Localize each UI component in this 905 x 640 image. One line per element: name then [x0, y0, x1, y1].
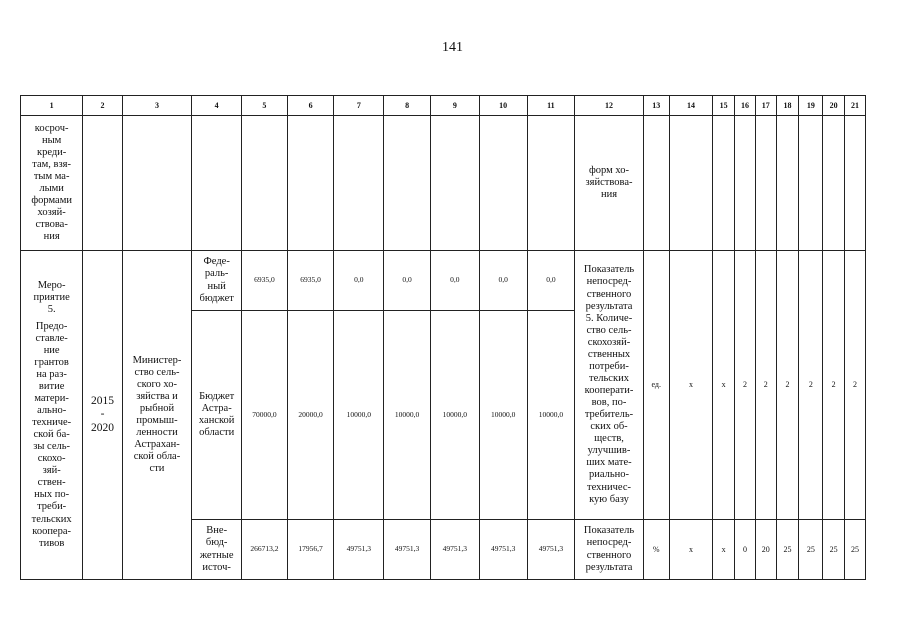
- text-line: ской обла-: [133, 451, 181, 463]
- text-line: тивов: [38, 537, 65, 549]
- header-cell: 12: [575, 96, 644, 116]
- target-cell: 25: [845, 520, 866, 580]
- text-line: ских об-: [590, 421, 628, 433]
- value-cell: 0,0: [384, 251, 431, 311]
- value-cell: 10000,0: [384, 311, 431, 520]
- header-cell: 17: [755, 96, 776, 116]
- text-line: -: [100, 408, 105, 421]
- indicator-cell: х: [669, 520, 713, 580]
- period-cell: [83, 251, 122, 580]
- text-line: ния: [43, 231, 60, 243]
- header-cell: 19: [799, 96, 823, 116]
- header-cell: 21: [845, 96, 866, 116]
- text-line: ство сель-: [134, 366, 180, 378]
- text-line: витие: [38, 380, 65, 392]
- text-line: косроч-: [34, 122, 69, 134]
- text-line: улучшив-: [587, 445, 631, 457]
- text-line: непосред-: [586, 276, 632, 288]
- text-line: промыш-: [136, 415, 178, 426]
- text-line: креди-: [36, 146, 67, 158]
- text-line: Показатель: [583, 264, 635, 276]
- value-cell: 10000,0: [430, 311, 479, 520]
- text-line: ственных: [587, 348, 631, 360]
- header-cell: 20: [823, 96, 845, 116]
- funding-source: [192, 520, 242, 580]
- text-line: Бюджет: [199, 390, 235, 402]
- indicator-text: [575, 251, 644, 520]
- funding-source: [192, 251, 242, 311]
- text-line: ально-: [37, 404, 67, 416]
- header-row: [21, 96, 866, 116]
- text-line: Показатель: [583, 525, 635, 537]
- target-cell: 2: [755, 251, 776, 520]
- value-cell: 70000,0: [242, 311, 288, 520]
- text-line: ство сель-: [586, 324, 632, 336]
- text-line: источ-: [202, 561, 231, 573]
- text-line: Вне-: [206, 525, 228, 537]
- value-cell: 0,0: [334, 251, 384, 311]
- value-cell: 0,0: [479, 251, 527, 311]
- target-cell: 25: [823, 520, 845, 580]
- text-line: Астра-: [201, 402, 232, 414]
- value-cell: 266713,2: [242, 520, 288, 580]
- text-line: ской ба-: [33, 429, 70, 441]
- text-line: ского хо-: [136, 378, 177, 390]
- text-line: там, взя-: [32, 158, 71, 170]
- target-cell: 25: [799, 520, 823, 580]
- target-cell: 20: [755, 520, 776, 580]
- text-line: ния: [600, 189, 618, 201]
- indicator-text: [575, 520, 644, 580]
- cont-indicator-text: [575, 116, 644, 251]
- text-line: рыбной: [139, 402, 175, 414]
- header-cell: 9: [430, 96, 479, 116]
- text-line: коопера-: [32, 525, 72, 537]
- text-line: матери-: [34, 392, 69, 404]
- text-line: 5.: [47, 304, 56, 316]
- value-cell: 10000,0: [527, 311, 575, 520]
- indicator-cell: х: [669, 251, 713, 520]
- indicator-cell: х: [713, 251, 735, 520]
- value-cell: 0,0: [430, 251, 479, 311]
- funding-source: [192, 311, 242, 520]
- value-cell: 6935,0: [242, 251, 288, 311]
- header-cell: 2: [83, 96, 122, 116]
- text-line: ние: [43, 344, 60, 356]
- text-line: 2020: [91, 421, 114, 434]
- header-cell: 6: [287, 96, 334, 116]
- text-line: скохозяй-: [587, 336, 631, 348]
- header-cell: 8: [384, 96, 431, 116]
- text-line: ственного: [586, 549, 632, 561]
- value-cell: 17956,7: [287, 520, 334, 580]
- header-cell: 16: [735, 96, 756, 116]
- text-line: лыми: [39, 183, 64, 194]
- text-line: Астрахан-: [134, 439, 180, 451]
- header-cell: 7: [334, 96, 384, 116]
- header-cell: 15: [713, 96, 735, 116]
- target-cell: 25: [776, 520, 799, 580]
- text-line: форм хо-: [588, 164, 629, 176]
- executor-cell: [122, 251, 192, 580]
- measure-name: [21, 251, 83, 580]
- value-cell: 10000,0: [334, 311, 384, 520]
- text-line: вов, по-: [591, 397, 627, 409]
- text-line: раль-: [204, 268, 229, 280]
- text-line: ших мате-: [586, 457, 632, 469]
- text-line: техничес-: [587, 481, 631, 493]
- text-line: ществ,: [594, 433, 624, 445]
- text-line: 5. Количе-: [585, 312, 633, 324]
- text-line: ствова-: [35, 219, 68, 231]
- text-line: Феде-: [203, 256, 230, 268]
- text-line: техниче-: [32, 417, 72, 428]
- header-cell: 10: [479, 96, 527, 116]
- text-line: треби-: [37, 501, 67, 513]
- continuation-row: [21, 116, 866, 251]
- text-line: зяй-: [42, 465, 61, 477]
- text-line: кую базу: [589, 493, 629, 505]
- text-line: бюд-: [205, 537, 228, 549]
- text-line: ставле-: [35, 332, 68, 344]
- text-line: области: [199, 427, 235, 439]
- header-cell: 5: [242, 96, 288, 116]
- header-cell: 18: [776, 96, 799, 116]
- value-cell: 6935,0: [287, 251, 334, 311]
- target-cell: 2: [735, 251, 756, 520]
- header-cell: 3: [122, 96, 192, 116]
- text-line: риально-: [588, 469, 630, 481]
- text-line: Предо-: [35, 320, 68, 332]
- text-line: скохо-: [37, 453, 66, 465]
- text-line: формами: [31, 195, 72, 207]
- text-line: требитель-: [584, 409, 634, 421]
- text-line: ствен-: [37, 477, 66, 489]
- value-cell: 49751,3: [527, 520, 575, 580]
- text-line: зяйствова-: [585, 176, 633, 188]
- header-cell: 13: [643, 96, 669, 116]
- page-number: 141: [442, 40, 463, 55]
- text-line: ным: [41, 134, 62, 146]
- header-cell: 14: [669, 96, 713, 116]
- text-line: ный: [207, 280, 226, 292]
- cont-measure-name: [21, 116, 83, 251]
- text-line: ленности: [136, 427, 178, 439]
- header-cell: 11: [527, 96, 575, 116]
- table-row: [21, 251, 866, 311]
- target-cell: 2: [799, 251, 823, 520]
- text-line: ных по-: [34, 489, 70, 501]
- text-line: потреби-: [589, 360, 629, 372]
- target-cell: 2: [776, 251, 799, 520]
- unit-cell: ед.: [643, 251, 669, 520]
- text-line: хозяй-: [37, 207, 66, 219]
- indicator-cell: х: [713, 520, 735, 580]
- text-line: жетные: [199, 549, 234, 561]
- target-cell: 2: [845, 251, 866, 520]
- text-line: тым ма-: [33, 170, 70, 182]
- text-line: сти: [149, 463, 165, 475]
- text-line: 2015: [91, 395, 114, 408]
- text-line: грантов: [34, 356, 69, 368]
- text-line: тельских: [589, 372, 629, 384]
- value-cell: 49751,3: [334, 520, 384, 580]
- text-line: ханской: [198, 415, 235, 426]
- header-cell: 4: [192, 96, 242, 116]
- value-cell: 0,0: [527, 251, 575, 311]
- text-line: зы сель-: [33, 441, 71, 453]
- text-line: приятие: [33, 292, 70, 304]
- value-cell: 20000,0: [287, 311, 334, 520]
- value-cell: 49751,3: [479, 520, 527, 580]
- header-cell: 1: [21, 96, 83, 116]
- value-cell: 49751,3: [430, 520, 479, 580]
- text-line: результата: [585, 561, 633, 573]
- text-line: бюджет: [199, 292, 234, 304]
- program-table: [20, 95, 866, 580]
- text-line: Меро-: [37, 280, 66, 292]
- value-cell: 49751,3: [384, 520, 431, 580]
- value-cell: 10000,0: [479, 311, 527, 520]
- text-line: на раз-: [36, 368, 67, 380]
- text-line: зяйства и: [136, 390, 178, 402]
- text-line: тельских: [31, 513, 72, 525]
- text-line: результата: [585, 300, 633, 312]
- text-line: Министер-: [132, 354, 182, 366]
- unit-cell: %: [643, 520, 669, 580]
- text-line: кооперати-: [584, 385, 634, 396]
- target-cell: 0: [735, 520, 756, 580]
- text-line: непосред-: [586, 537, 632, 549]
- target-cell: 2: [823, 251, 845, 520]
- text-line: ственного: [586, 288, 632, 300]
